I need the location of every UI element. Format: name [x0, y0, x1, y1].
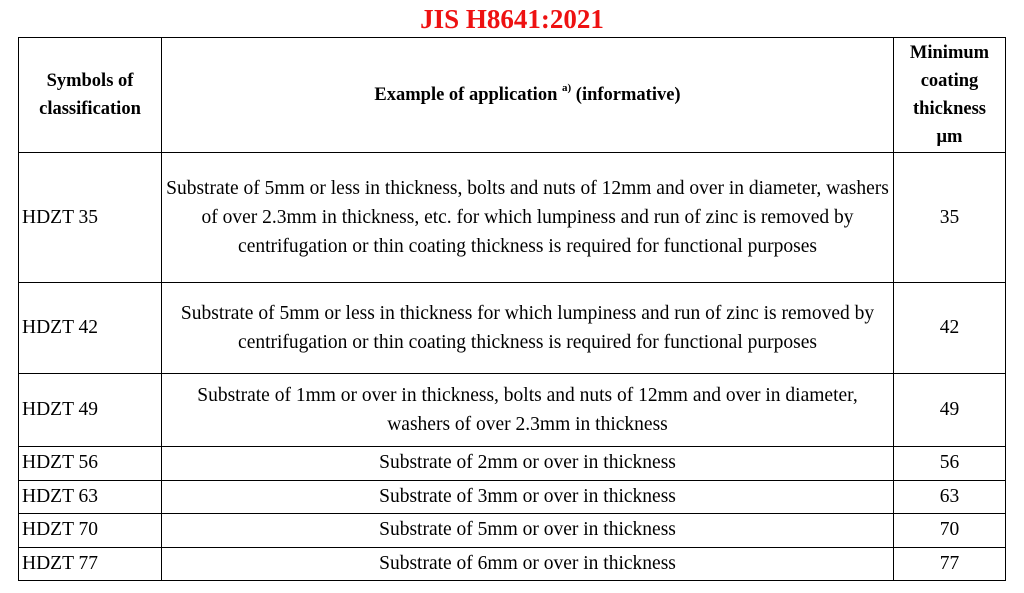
- header-example: [162, 38, 894, 153]
- row-application: Substrate of 2mm or over in thickness: [162, 447, 894, 481]
- header-example-suffix: (informative): [575, 85, 681, 105]
- document-title: JIS H8641:2021: [420, 4, 604, 34]
- row-application: Substrate of 5mm or less in thickness for which lumpiness and run of zinc is removed by centrifugation or thin coating thickness is required for functional purposes: [162, 283, 894, 374]
- row-thickness: 70: [894, 514, 1006, 548]
- table-row: [19, 447, 1006, 481]
- row-symbol: HDZT 49: [19, 374, 162, 447]
- row-thickness: 63: [894, 480, 1006, 514]
- row-thickness: 42: [894, 283, 1006, 374]
- header-thickness-label: Minimum coating thickness: [909, 43, 990, 119]
- header-row: [19, 38, 1006, 153]
- table-row: [19, 374, 1006, 447]
- header-thickness: [894, 38, 1006, 153]
- row-application: Substrate of 5mm or over in thickness: [162, 514, 894, 548]
- header-thickness-unit: μm: [936, 127, 963, 147]
- row-thickness: 77: [894, 547, 1006, 581]
- row-symbol: HDZT 56: [19, 447, 162, 481]
- row-symbol: HDZT 42: [19, 283, 162, 374]
- row-thickness: 56: [894, 447, 1006, 481]
- row-application: Substrate of 1mm or over in thickness, bolts and nuts of 12mm and over in diameter, washers of over 2.3mm in thickness: [162, 374, 894, 447]
- row-thickness: 35: [894, 153, 1006, 283]
- row-application: Substrate of 6mm or over in thickness: [162, 547, 894, 581]
- table-row: [19, 480, 1006, 514]
- header-symbols-label: Symbols of classification: [39, 71, 141, 119]
- row-symbol: HDZT 77: [19, 547, 162, 581]
- classification-table: [18, 37, 1006, 581]
- header-example-footnote-marker: a): [562, 82, 572, 94]
- row-symbol: HDZT 35: [19, 153, 162, 283]
- table-row: [19, 514, 1006, 548]
- row-application: Substrate of 5mm or less in thickness, bolts and nuts of 12mm and over in diameter, washers of over 2.3mm in thickness, etc. for which lumpiness and run of zinc is removed by centrifugation or thin coating thickness is required for functional purposes: [162, 153, 894, 283]
- row-symbol: HDZT 63: [19, 480, 162, 514]
- header-symbols: [19, 38, 162, 153]
- table-row: [19, 153, 1006, 283]
- table-row: [19, 283, 1006, 374]
- row-application: Substrate of 3mm or over in thickness: [162, 480, 894, 514]
- row-symbol: HDZT 70: [19, 514, 162, 548]
- header-example-label: Example of application: [374, 85, 558, 105]
- table-row: [19, 547, 1006, 581]
- row-thickness: 49: [894, 374, 1006, 447]
